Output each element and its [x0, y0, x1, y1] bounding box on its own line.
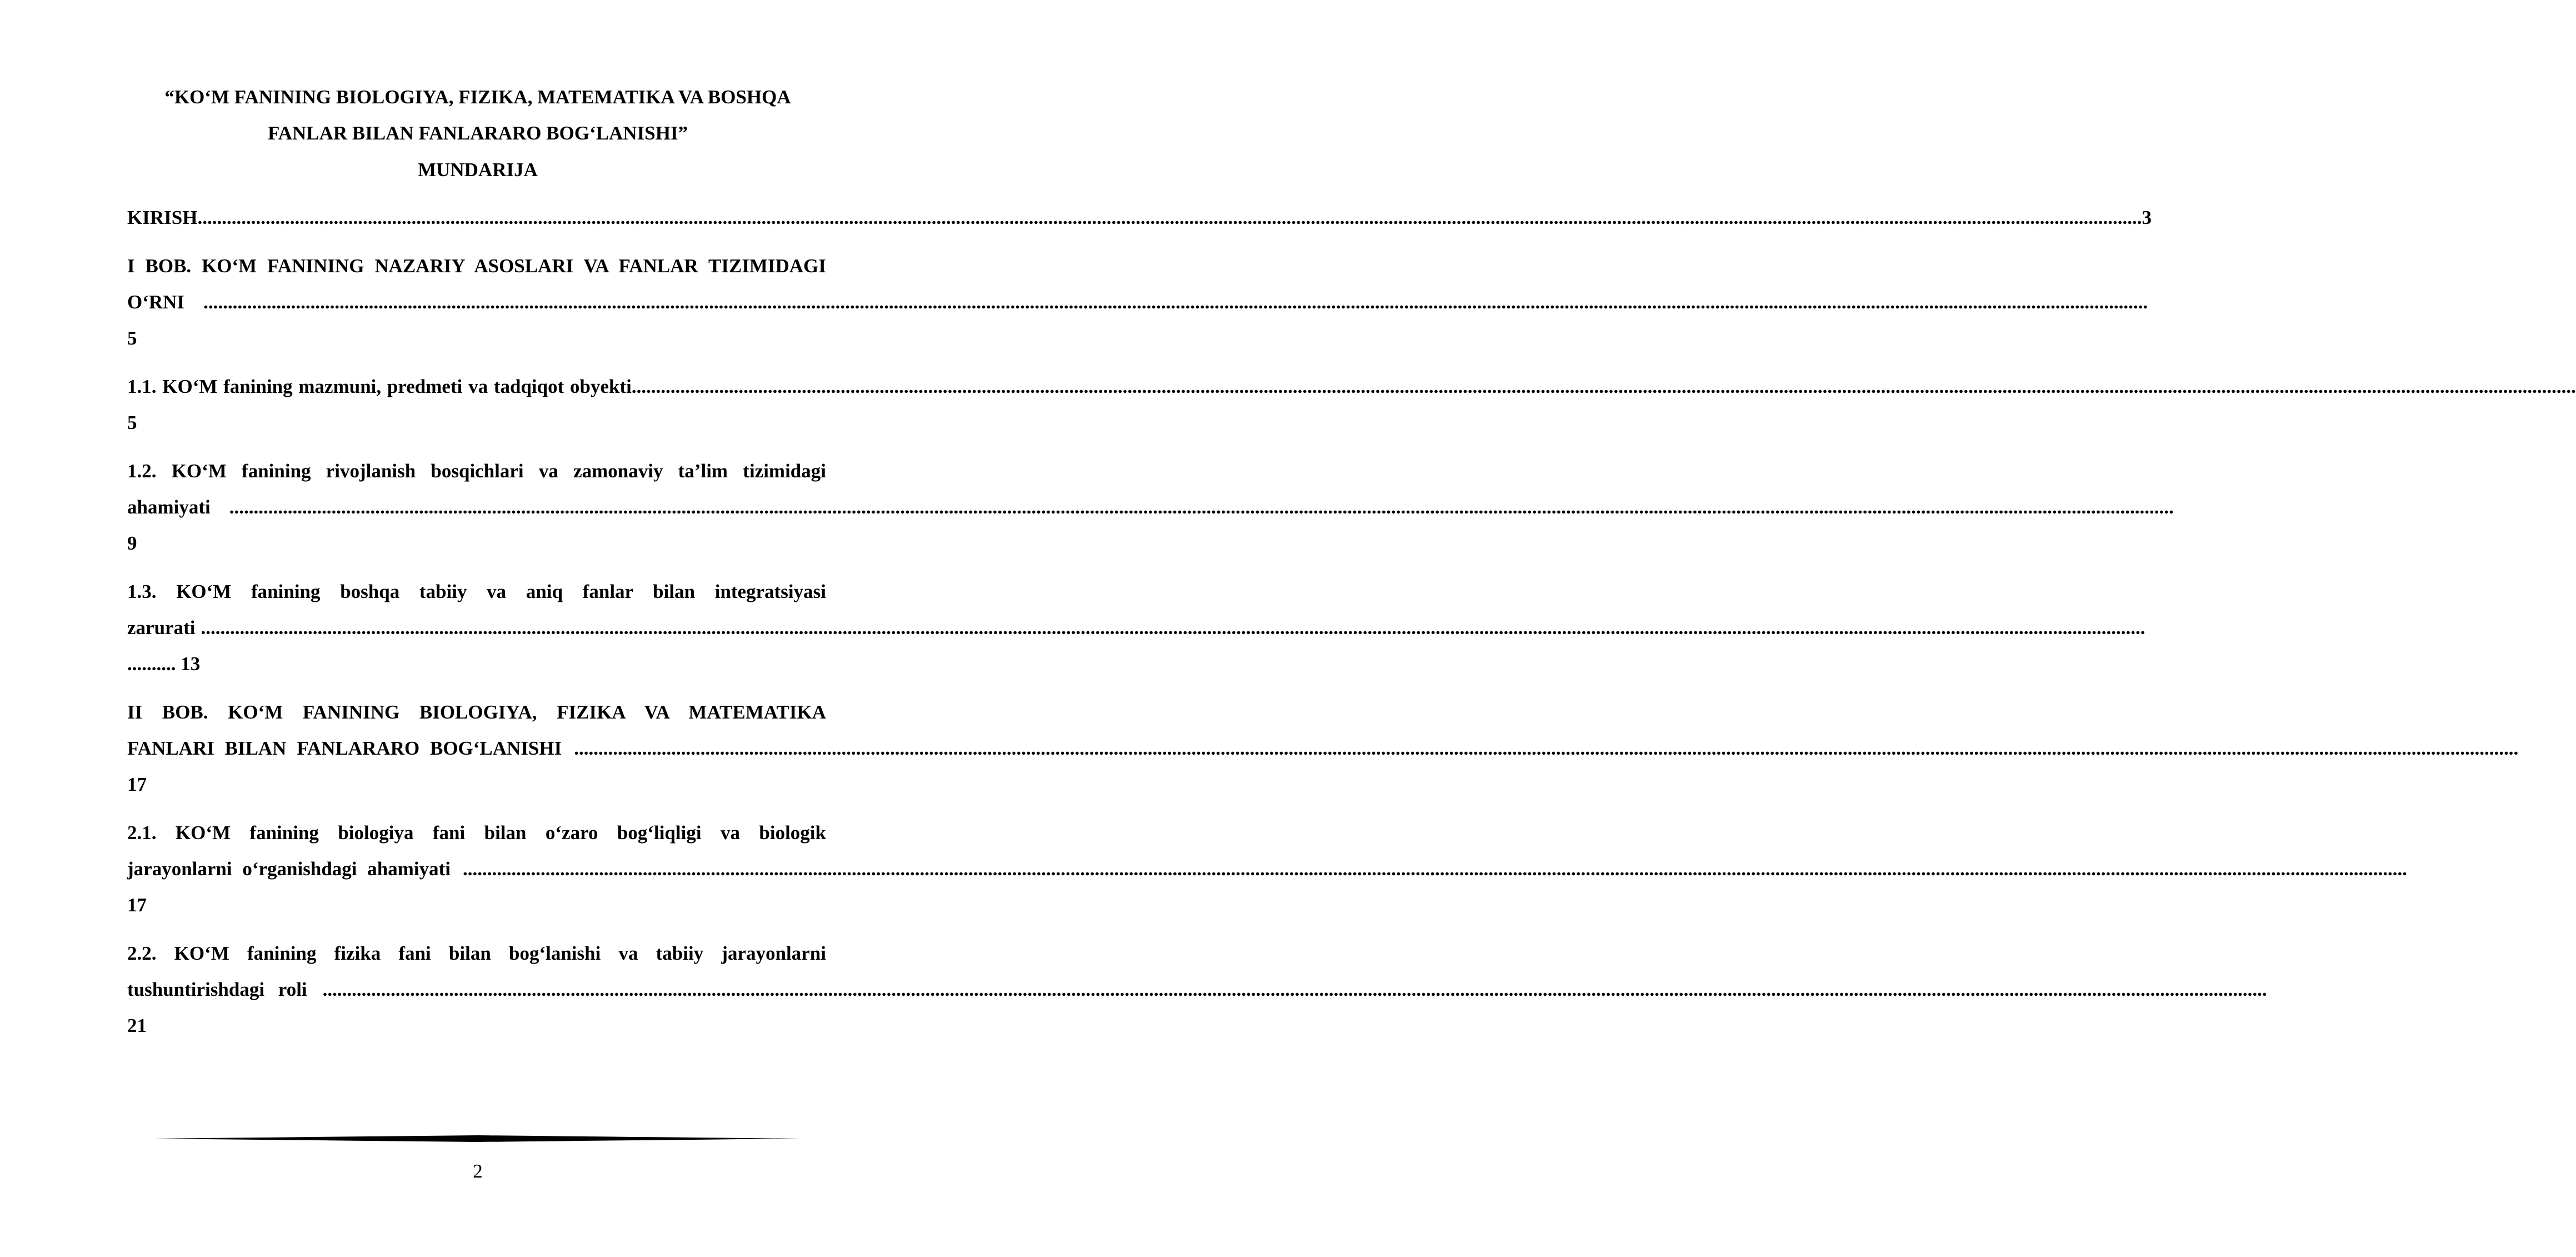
toc-entry-label: tushuntirishdagi roli: [127, 979, 307, 1000]
dot-leader: ................................................................................................................................................................................................................................................................................................................................................................................................................: [462, 858, 2407, 880]
document-title-line-1: “KO‘M FANINING BIOLOGIYA, FIZIKA, MATEMATIKA VA BOSHQA: [164, 86, 791, 108]
toc-entry-1-1[interactable]: [127, 376, 2576, 398]
dot-leader: ................................................................................................................................................................................................................................................................................................................................................................................................................: [322, 979, 2267, 1000]
toc-page-number: 3: [2142, 207, 2152, 228]
toc-entry-1-3-page-line: [127, 653, 826, 675]
dot-leader: ................................................................................................................................................................................................................................................................................................................................................................................................................: [203, 291, 2148, 313]
toc-page-number: 17: [127, 774, 147, 795]
dot-leader: ................................................................................................................................................................................................................................................................................................................................................................................................................: [197, 207, 2142, 228]
dot-leader: ................................................................................................................................................................................................................................................................................................................................................................................................................: [229, 496, 2174, 518]
toc-entry-1-3-title[interactable]: 1.3. KO‘M fanining boshqa tabiiy va aniq fanlar bilan integratsiyasi: [127, 581, 826, 602]
toc-entry-bob-2-title[interactable]: II BOB. KO‘M FANINING BIOLOGIYA, FIZIKA VA MATEMATIKA: [127, 701, 826, 723]
toc-entry-kirish[interactable]: [127, 207, 2152, 229]
toc-entry-label: jarayonlarni o‘rganishdagi ahamiyati: [127, 858, 451, 880]
toc-page-number: 9: [127, 532, 137, 554]
toc-entry-label: FANLARI BILAN FANLARARO BOG‘LANISHI: [127, 737, 562, 759]
footer-divider: [154, 1134, 800, 1144]
dot-leader: ..........: [127, 653, 176, 675]
toc-entry-label: KIRISH: [127, 207, 198, 228]
toc-entry-2-2-continuation: [127, 979, 2267, 1001]
toc-page-number: 13: [181, 653, 201, 675]
toc-entry-label: 1.1. KO‘M fanining mazmuni, predmeti va tadqiqot obyekti: [127, 376, 632, 397]
toc-page-number: 5: [127, 327, 137, 349]
dot-leader: ................................................................................................................................................................................................................................................................................................................................................................................................................: [574, 737, 2519, 759]
toc-entry-1-3-continuation: [127, 617, 2145, 639]
dot-leader: ................................................................................................................................................................................................................................................................................................................................................................................................................: [631, 376, 2576, 397]
page-number: 2: [473, 1160, 483, 1182]
toc-entry-bob-2-continuation: [127, 737, 2519, 760]
toc-entry-label: O‘RNI: [127, 291, 185, 313]
toc-entry-bob-1-title[interactable]: I BOB. KO‘M FANINING NAZARIY ASOSLARI VA FANLAR TIZIMIDAGI: [127, 255, 826, 277]
toc-entry-2-2-title[interactable]: 2.2. KO‘M fanining fizika fani bilan bog‘lanishi va tabiiy jarayonlarni: [127, 942, 826, 964]
dot-leader: ................................................................................................................................................................................................................................................................................................................................................................................................................: [201, 617, 2145, 639]
contents-heading: MUNDARIJA: [418, 159, 538, 181]
toc-page-number: 21: [127, 1015, 147, 1036]
toc-entry-1-2-title[interactable]: 1.2. KO‘M fanining rivojlanish bosqichlari va zamonaviy ta’lim tizimidagi: [127, 460, 826, 482]
toc-entry-bob-1-continuation: [127, 291, 2148, 313]
toc-entry-label: zarurati: [127, 617, 196, 639]
toc-entry-1-2-continuation: [127, 496, 2174, 518]
toc-entry-2-1-continuation: [127, 858, 2407, 880]
document-title-line-2: FANLAR BILAN FANLARARO BOG‘LANISHI”: [267, 122, 688, 144]
toc-page-number: 5: [127, 412, 137, 433]
toc-entry-2-1-title[interactable]: 2.1. KO‘M fanining biologiya fani bilan o‘zaro bog‘liqligi va biologik: [127, 822, 826, 844]
toc-entry-label: ahamiyati: [127, 496, 211, 518]
toc-page-number: 17: [127, 894, 147, 916]
